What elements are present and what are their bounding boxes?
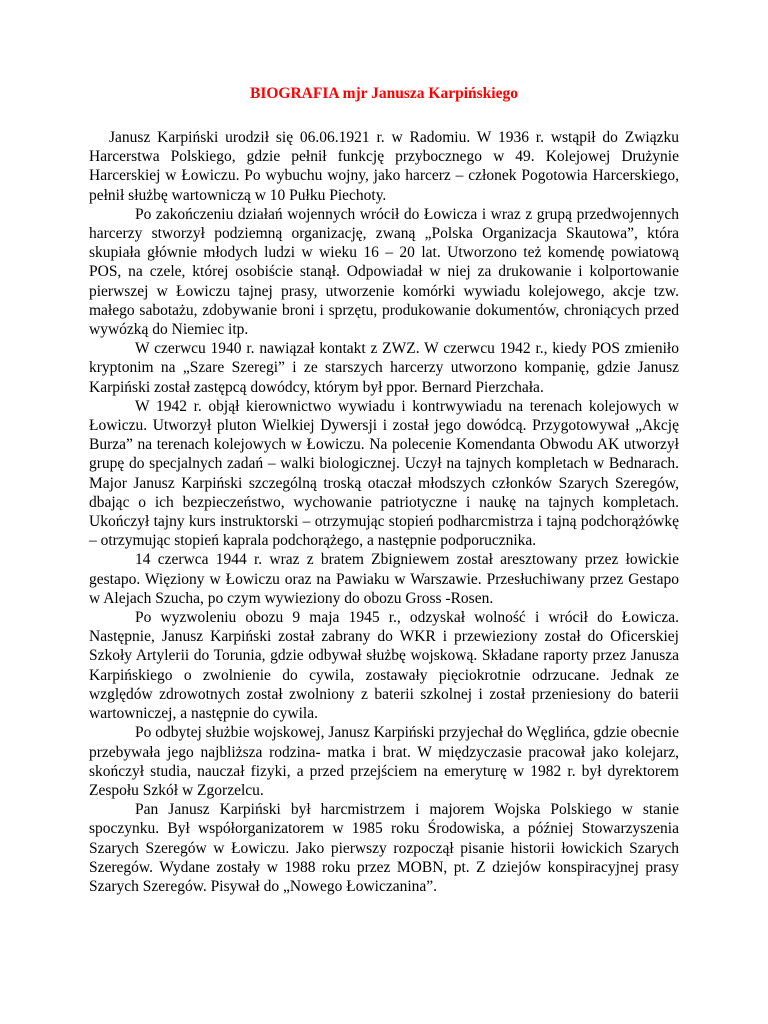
document-body <box>89 84 679 896</box>
paragraph-later-activity: Pan Janusz Karpiński był harcmistrzem i majorem Wojska Polskiego w stanie spoczynku. Był współorganizatorem w 1985 roku Środowiska, a później Stowarzyszenia Szarych Szeregów w Łowiczu. Jako pierwszy rozpoczął pisanie historii łowickich Szarych Szeregów. Wydane zostały w 1988 roku przez MOBN, pt. Z dziejów konspiracyjnej prasy Szarych Szeregów. Pisywał do „Nowego Łowiczanina”. <box>89 801 679 895</box>
paragraph-birth-and-scouting: Janusz Karpiński urodził się 06.06.1921 r. w Radomiu. W 1936 r. wstąpił do Związku Harcerstwa Polskiego, gdzie pełnił funkcję przybocznego w 49. Kolejowej Drużynie Harcerskiej w Łowiczu. Po wybuchu wojny, jako harcerz – członek Pogotowia Harcerskiego, pełnił służbę wartowniczą w 10 Pułku Piechoty. <box>89 129 679 204</box>
document-title: BIOGRAFIA mjr Janusza Karpińskiego <box>250 85 518 102</box>
paragraph-pos-organization: Po zakończeniu działań wojennych wrócił do Łowicza i wraz z grupą przedwojennych harcerzy stworzył podziemną organizację, zwaną „Polska Organizacja Skautowa”, która skupiała głównie młodych ludzi w wieku 16 – 20 lat. Utworzono też komendę powiatową POS, na czele, której osobiście stanął. Odpowiadał w niej za drukowanie i kolportowanie pierwszej w Łowiczu tajnej prasy, utworzenie komórki wywiadu kolejowego, akcje tzw. małego sabotażu, zdobywanie broni i sprzętu, produkowanie dokumentów, chroniących przed wywózką do Niemiec itp. <box>89 205 679 339</box>
paragraph-intelligence-work: W 1942 r. objął kierownictwo wywiadu i kontrwywiadu na terenach kolejowych w Łowiczu. Utworzył pluton Wielkiej Dywersji i został jego dowódcą. Przygotowywał „Akcję Burza” na terenach kolejowych w Łowiczu. Na polecenie Komendanta Obwodu AK utworzył grupę do specjalnych zadań – walki biologicznej. Uczył na tajnych kompletach w Bednarach. Major Janusz Karpiński szczególną troską otaczał młodszych członków Szarych Szeregów, dbając o ich bezpieczeństwo, wychowanie patriotyczne i naukę na tajnych kompletach. Ukończył tajny kurs instruktorski – otrzymując stopień podharcmistrza i tajną podchorążówkę – otrzymując stopień kaprala podchorążego, a następnie podporucznika. <box>89 397 679 550</box>
paragraph-postwar-career: Po odbytej służbie wojskowej, Janusz Karpiński przyjechał do Węglińca, gdzie obecnie przebywała jego najbliższa rodzina- matka i brat. W międzyczasie pracował jako kolejarz, skończył studia, nauczał fizyki, a przed przejściem na emeryturę w 1982 r. był dyrektorem Zespołu Szkół w Zgorzelcu. <box>89 724 679 799</box>
paragraph-zwz-szare-szeregi: W czerwcu 1940 r. nawiązał kontakt z ZWZ. W czerwcu 1942 r., kiedy POS zmieniło kryptonim na „Szare Szeregi” i ze starszych harcerzy utworzono kompanię, gdzie Janusz Karpiński został zastępcą dowódcy, którym był ppor. Bernard Pierzchała. <box>89 340 679 396</box>
paragraph-liberation-military: Po wyzwoleniu obozu 9 maja 1945 r., odzyskał wolność i wrócił do Łowicza. Następnie, Janusz Karpiński został zabrany do WKR i przewieziony został do Oficerskiej Szkoły Artylerii do Torunia, gdzie odbywał służbę wojskową. Składane raporty przez Janusza Karpińskiego o zwolnienie do cywila, zostawały pięciokrotnie odrzucane. Jednak ze względów zdrowotnych został zwolniony z baterii szkolnej i został przeniesiony do baterii wartowniczej, a następnie do cywila. <box>89 609 679 723</box>
paragraph-arrest: 14 czerwca 1944 r. wraz z bratem Zbigniewem został aresztowany przez łowickie gestapo. Więziony w Łowiczu oraz na Pawiaku w Warszawie. Przesłuchiwany przez Gestapo w Alejach Szucha, po czym wywieziony do obozu Gross -Rosen. <box>89 551 679 607</box>
